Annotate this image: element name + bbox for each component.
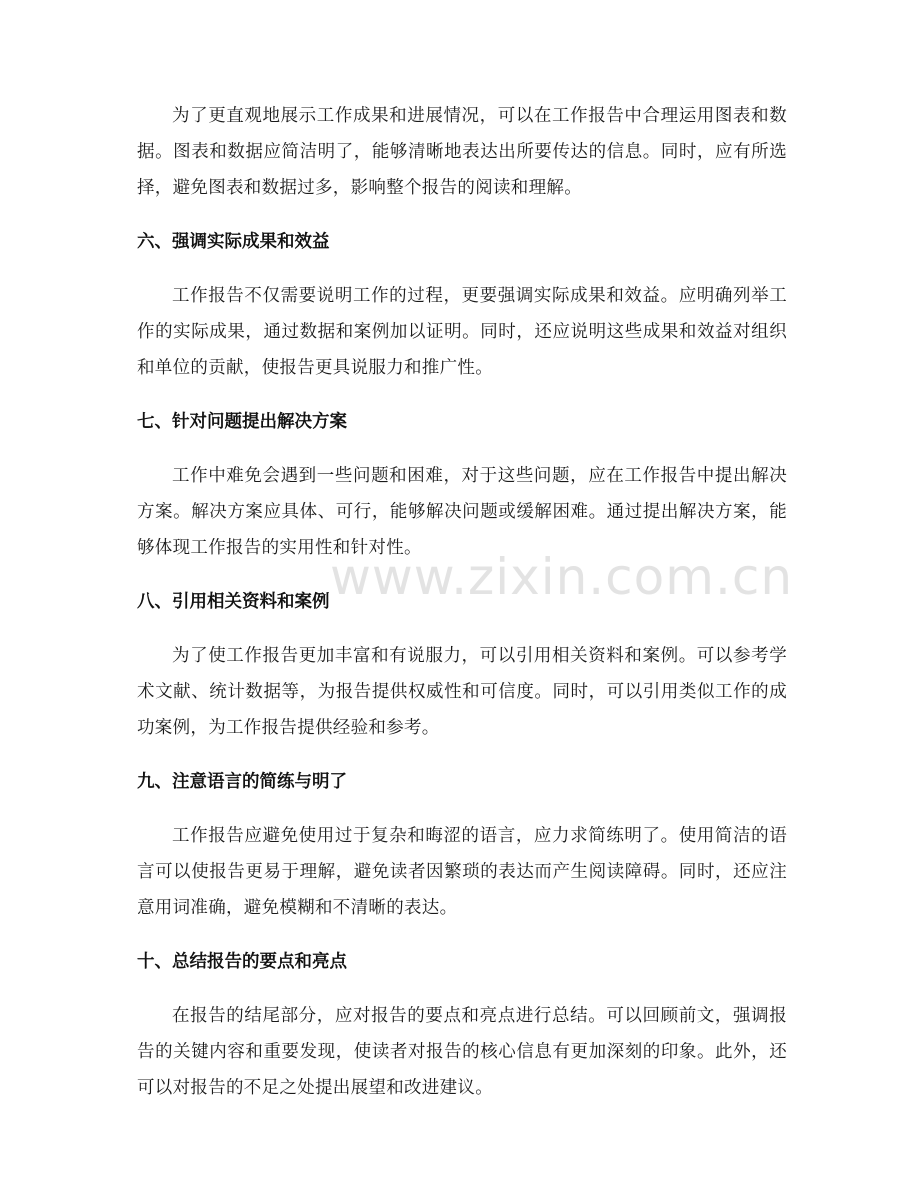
spacer — [137, 566, 787, 584]
section-paragraph-10: 在报告的结尾部分，应对报告的要点和亮点进行总结。可以回顾前文，强调报告的关键内容和重要发现，使读者对报告的核心信息有更加深刻的印象。此外，还可以对报告的不足之处提出展望和改进建议。 — [137, 1006, 787, 1098]
spacer — [137, 926, 787, 944]
spacer — [137, 386, 787, 404]
section-heading-8: 八、引用相关资料和案例 — [137, 592, 330, 612]
section-paragraph-9: 工作报告应避免使用过于复杂和晦涩的语言，应力求简练明了。使用简洁的语言可以使报告更易于理解，避免读者因繁琐的表达而产生阅读障碍。同时，还应注意用词准确，避免模糊和不清晰的表达。 — [137, 826, 787, 918]
spacer — [137, 746, 787, 764]
intro-paragraph: 为了更直观地展示工作成果和进展情况，可以在工作报告中合理运用图表和数据。图表和数据应简洁明了，能够清晰地表达出所要传达的信息。同时，应有所选择，避免图表和数据过多，影响整个报告的阅读和理解。 — [137, 106, 787, 198]
watermark: www.zixin.com.cn — [330, 548, 794, 606]
section-paragraph-6: 工作报告不仅需要说明工作的过程，更要强调实际成果和效益。应明确列举工作的实际成果，通过数据和案例加以证明。同时，还应说明这些成果和效益对组织和单位的贡献，使报告更具说服力和推广性。 — [137, 286, 787, 378]
spacer — [137, 620, 787, 638]
spacer — [137, 980, 787, 998]
section-heading-6: 六、强调实际成果和效益 — [137, 232, 330, 252]
document-body — [137, 98, 787, 1106]
spacer — [137, 800, 787, 818]
section-paragraph-8: 为了使工作报告更加丰富和有说服力，可以引用相关资料和案例。可以参考学术文献、统计数据等，为报告提供权威性和可信度。同时，可以引用类似工作的成功案例，为工作报告提供经验和参考。 — [137, 646, 787, 738]
spacer — [137, 260, 787, 278]
section-heading-9: 九、注意语言的简练与明了 — [137, 772, 347, 792]
section-heading-7: 七、针对问题提出解决方案 — [137, 412, 347, 432]
section-heading-10: 十、总结报告的要点和亮点 — [137, 952, 347, 972]
spacer — [137, 206, 787, 224]
spacer — [137, 440, 787, 458]
section-paragraph-7: 工作中难免会遇到一些问题和困难，对于这些问题，应在工作报告中提出解决方案。解决方案应具体、可行，能够解决问题或缓解困难。通过提出解决方案，能够体现工作报告的实用性和针对性。 — [137, 466, 787, 558]
